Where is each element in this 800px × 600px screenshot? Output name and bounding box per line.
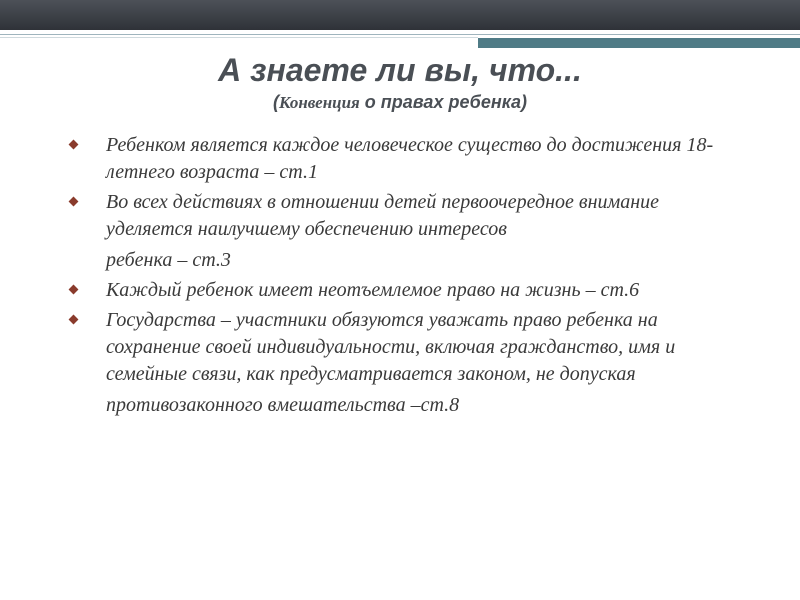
bullet-continuation: ребенка – ст.3 [106,249,231,271]
bullet-item [68,189,728,274]
bullet-item [68,277,728,304]
bullet-text: Каждый ребенок имеет неотъемлемое право на жизнь – ст.6 [106,279,640,301]
diamond-bullet-icon [69,315,79,325]
diamond-bullet-icon [69,197,79,207]
bullet-item [68,132,728,186]
title-area [0,50,800,115]
bullet-item [68,307,728,419]
bullet-text: Ребенком является каждое человеческое существо до достижения 18-летнего возраста – ст.1 [106,134,714,183]
bullet-continuation: противозаконного вмешательства –ст.8 [106,394,460,416]
diamond-bullet-icon [69,140,79,150]
subtitle-rest: о правах ребенка) [359,92,528,112]
slide-title: А знаете ли вы, что... [218,52,582,88]
bullet-text: Во всех действиях в отношении детей первоочередное внимание уделяется наилучшему обеспечению интересов [106,191,660,240]
bullet-list [68,132,728,422]
subtitle-word: Конвенция [278,93,360,112]
accent-line-thin [0,37,478,38]
bullet-text: Государства – участники обязуются уважать право ребенка на сохранение своей индивидуальности, включая гражданство, имя и семейные связи, как предусматривается законом, не допуская [106,309,676,385]
slide-subtitle [0,90,800,115]
subtitle-open: ( [272,92,279,112]
accent-block [478,38,800,48]
top-banner [0,0,800,30]
diamond-bullet-icon [69,285,79,295]
accent-line [0,34,800,35]
